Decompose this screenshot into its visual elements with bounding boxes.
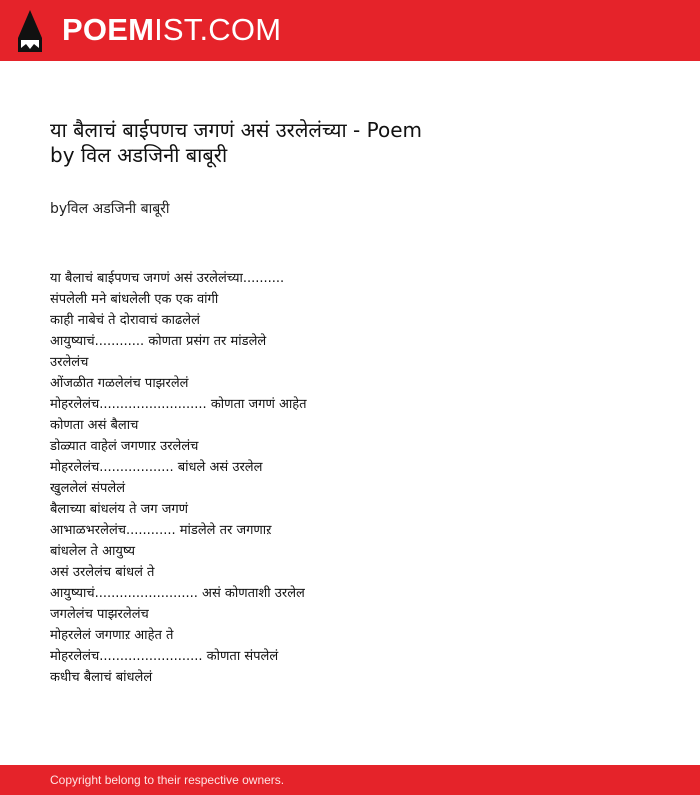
poem-line: कोणता असं बैलाच xyxy=(50,418,139,433)
logo-bold-text: POEM xyxy=(62,12,155,47)
logo-light-text: IST.COM xyxy=(154,12,282,47)
poem-line: उरलेलंच xyxy=(50,355,89,370)
poem-line: बांधलेल ते आयुष्य xyxy=(50,544,136,559)
poem-line: या बैलाचं बाईपणच जगणं असं उरलेलंच्या.......... xyxy=(50,271,285,286)
poem-line: असं उरलेलंच बांधलं ते xyxy=(50,565,155,580)
poem-line: मोहरलेलं जगणाऱ आहेत ते xyxy=(50,628,174,643)
poem-line: मोहरलेलंच.................. बांधले असं उरलेल xyxy=(50,460,263,475)
byline-prefix: by xyxy=(50,201,68,217)
poem-line: डोळ्यात वाहेलं जगणाऱ उरलेलंच xyxy=(50,439,199,454)
poem-body xyxy=(50,268,650,688)
poem-line: मोहरलेलंच......................... कोणता संपलेलं xyxy=(50,649,279,664)
author-link[interactable]: विल अडजिनी बाबूरी xyxy=(67,201,170,217)
poem-line: खुललेलं संपलेलं xyxy=(50,481,126,496)
poem-line: कधीच बैलाचं बांधलेलं xyxy=(50,670,153,685)
poem-line: संपलेली मने बांधलेली एक एक वांगी xyxy=(50,292,219,307)
site-header xyxy=(0,0,700,61)
site-footer xyxy=(0,765,700,795)
poem-line: काही नाबेचं ते दोरावाचं काढलेलं xyxy=(50,313,200,328)
poem-title: या बैलाचं बाईपणच जगणं असं उरलेलंच्या - Poem by विल अडजिनी बाबूरी xyxy=(50,118,422,167)
copyright-text: Copyright belong to their respective owners. xyxy=(50,773,285,787)
byline xyxy=(50,199,170,219)
poem-line: मोहरलेलंच.......................... कोणता जगणं आहेत xyxy=(50,397,307,412)
poem-line: बैलाच्या बांधलंय ते जग जगणं xyxy=(50,502,189,517)
poem-line: जगलेलंच पाझरलेलंच xyxy=(50,607,149,622)
poem-line: आयुष्याचं............ कोणता प्रसंग तर मांडलेले xyxy=(50,334,267,349)
poem-line: आयुष्याचं......................... असं कोणताशी उरलेल xyxy=(50,586,305,601)
poem-line: आभाळभरलेलंच............ मांडलेले तर जगणाऱ xyxy=(50,523,272,538)
pencil-tip-icon[interactable] xyxy=(18,10,42,52)
site-logo-link[interactable] xyxy=(62,12,281,48)
poem-line: ओंजळीत गळलेलंच पाझरलेलं xyxy=(50,376,189,391)
